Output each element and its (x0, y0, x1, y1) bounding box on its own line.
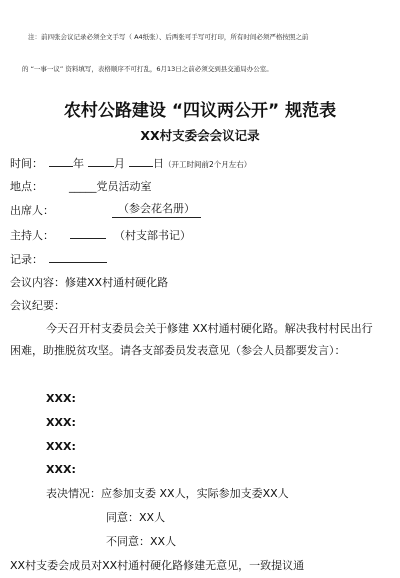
time-label: 时间： (10, 157, 43, 170)
instruction-note-line1: 注：前四张会议记录必须全文手写（ A4纸张）、后两张可手写可打印，所有时间必须严格按照之前 (28, 33, 309, 41)
attendees-row (10, 204, 54, 218)
conclusion-line: XX村支委会成员对XX村通村硬化路修建无意见，一致提议通 (10, 559, 305, 572)
attendees-value: （参会花名册） (112, 202, 201, 218)
vote-agree: 同意：XX人 (106, 511, 166, 524)
speaker-1: XXX: (46, 392, 76, 405)
attendees-label: 出席人： (10, 204, 54, 217)
content-row (10, 276, 168, 290)
year-blank[interactable] (49, 156, 73, 167)
instruction-note-line2: 的 “一事一议” 资料填写，表格顺序不可打乱，6月13日之前必须交到县交通局办公室。 (22, 65, 273, 73)
recorder-row (10, 252, 107, 267)
host-blank[interactable] (70, 228, 106, 239)
content-label: 会议内容： (10, 276, 65, 289)
host-value: （村支部书记） (114, 229, 191, 242)
place-blank: _____ (69, 180, 97, 193)
host-label: 主持人： (10, 229, 54, 242)
speaker-2: XXX: (46, 416, 76, 429)
day-label: 日 (153, 157, 164, 170)
vote-line: 表决情况：应参加支委 XX人，实际参加支委XX人 (46, 487, 289, 500)
time-row (10, 156, 251, 172)
summary-row (10, 299, 65, 313)
host-row (10, 228, 191, 243)
summary-label: 会议纪要： (10, 299, 65, 312)
time-hint: （开工时间前2个月左右） (164, 160, 252, 169)
speaker-3: XXX: (46, 440, 76, 453)
vote-disagree: 不同意：XX人 (106, 535, 177, 548)
month-blank[interactable] (88, 156, 114, 167)
year-label: 年 (73, 157, 84, 170)
day-blank[interactable] (129, 156, 153, 167)
document-title: 农村公路建设 “四议两公开” 规范表 (63, 101, 337, 121)
recorder-label: 记录： (10, 253, 43, 266)
speaker-4: XXX: (46, 463, 76, 476)
place-value: 党员活动室 (96, 180, 152, 193)
meeting-paragraph: 今天召开村支委员会关于修建 XX村通村硬化路。解决我村村民出行困难，助推脱贫攻坚。请各支部委员发表意见（参会人员都要发言）： (10, 322, 373, 357)
attendees-value-wrap (112, 202, 201, 218)
recorder-blank[interactable] (49, 252, 107, 263)
month-label: 月 (114, 157, 125, 170)
content-value: 修建XX村通村硬化路 (65, 276, 169, 289)
document-subtitle: XX村支委会会议记录 (140, 128, 260, 143)
place-row (10, 180, 152, 194)
place-label: 地点： (10, 180, 43, 193)
